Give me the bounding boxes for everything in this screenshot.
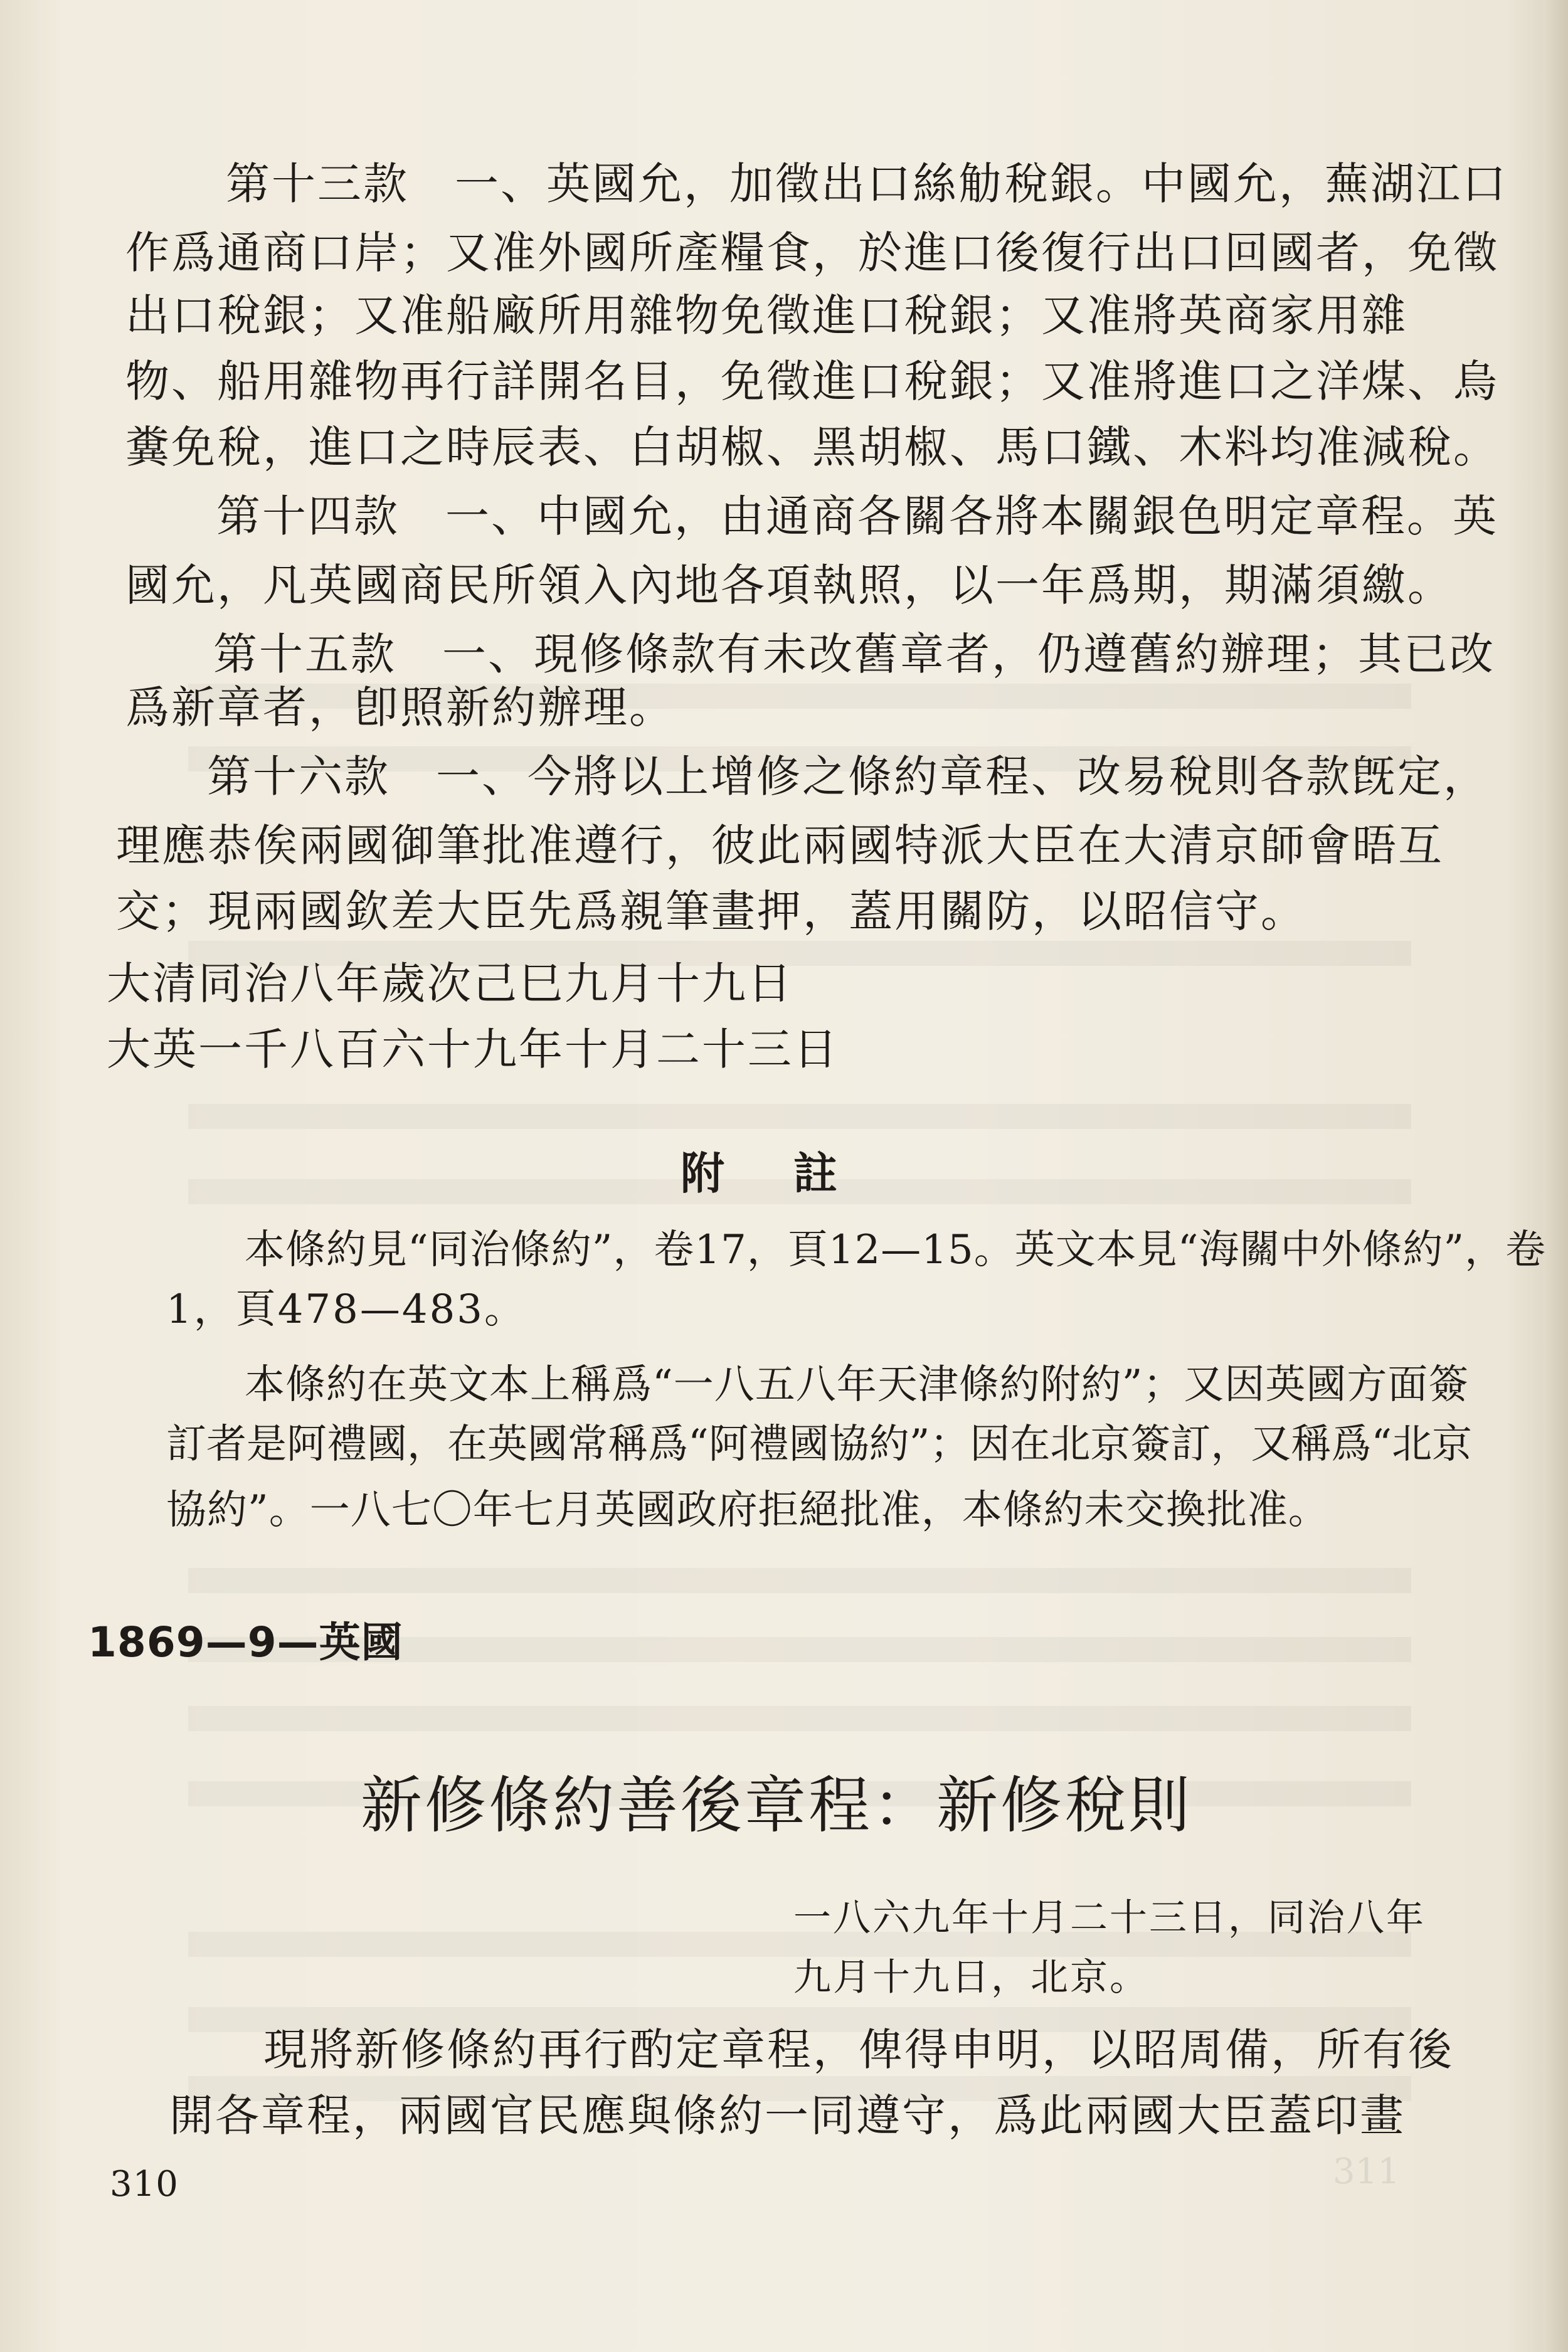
- date-ying: 大英一千八百六十九年十月二十三日: [107, 1024, 839, 1075]
- treaty-section-label: 1869—9—英國: [88, 1618, 403, 1666]
- article-13-line-2: 作爲通商口岸；又准外國所產糧食，於進口後復行出口回國者，免徵: [125, 227, 1499, 278]
- article-16-line-2: 理應恭俟兩國御筆批准遵行，彼此兩國特派大臣在大清京師會晤互: [116, 820, 1444, 871]
- annotation-line-4: 訂者是阿禮國，在英國常稱爲“阿禮國協約”；因在北京簽訂，又稱爲“北京: [166, 1421, 1473, 1468]
- annotation-line-5: 協約”。一八七〇年七月英國政府拒絕批准，本條約未交換批准。: [166, 1487, 1329, 1534]
- annotation-heading: 附註: [681, 1148, 906, 1199]
- page-edge: [1543, 0, 1568, 2352]
- article-16-line-1: 第十六款 一、今將以上增修之條約章程、改易稅則各款旣定，: [207, 751, 1489, 802]
- treaty-title: 新修條約善後章程：新修稅則: [361, 1770, 1193, 1841]
- article-14-line-2: 國允，凡英國商民所領入內地各項執照，以一年爲期，期滿須繳。: [125, 559, 1453, 611]
- article-13-line-4: 物、船用雜物再行詳開名目，免徵進口稅銀；又准將進口之洋煤、烏: [125, 356, 1499, 407]
- article-13-line-5: 糞免稅，進口之時辰表、白胡椒、黑胡椒、馬口鐵、木料均准減稅。: [125, 421, 1499, 473]
- signing-date-line-2: 九月十九日，北京。: [793, 1956, 1149, 2000]
- date-qing: 大清同治八年歲次己巳九月十九日: [107, 958, 793, 1009]
- article-13-line-1: 第十三款 一、英國允，加徵出口絲觔稅銀。中國允，蕪湖江口: [226, 158, 1508, 209]
- facing-page-number-bleed: 311: [1333, 2151, 1400, 2192]
- article-16-line-3: 交；現兩國欽差大臣先爲親筆畫押，蓋用關防，以昭信守。: [116, 886, 1306, 937]
- annotation-line-1: 本條約見“同治條約”，卷17，頁12—15。英文本見“海關中外條約”，卷: [245, 1227, 1547, 1273]
- annotation-line-2: 1，頁478—483。: [166, 1286, 527, 1333]
- preamble-line-2: 開各章程，兩國官民應與條約一同遵守，爲此兩國大臣蓋印畫: [169, 2090, 1406, 2141]
- preamble-line-1: 現將新修條約再行酌定章程，俾得申明，以昭周備，所有後: [263, 2024, 1454, 2075]
- page-number: 310: [110, 2164, 179, 2205]
- annotation-line-3: 本條約在英文本上稱爲“一八五八年天津條約附約”；又因英國方面簽: [245, 1362, 1470, 1408]
- article-15-line-2: 爲新章者，卽照新約辦理。: [125, 682, 675, 733]
- article-14-line-1: 第十四款 一、中國允，由通商各關各將本關銀色明定章程。英: [216, 490, 1498, 542]
- article-13-line-3: 出口稅銀；又准船廠所用雜物免徵進口稅銀；又准將英商家用雜: [125, 290, 1407, 341]
- article-15-line-1: 第十五款 一、現修條款有未改舊章者，仍遵舊約辦理；其已改: [213, 628, 1495, 680]
- signing-date-line-1: 一八六九年十月二十三日，同治八年: [793, 1896, 1426, 1940]
